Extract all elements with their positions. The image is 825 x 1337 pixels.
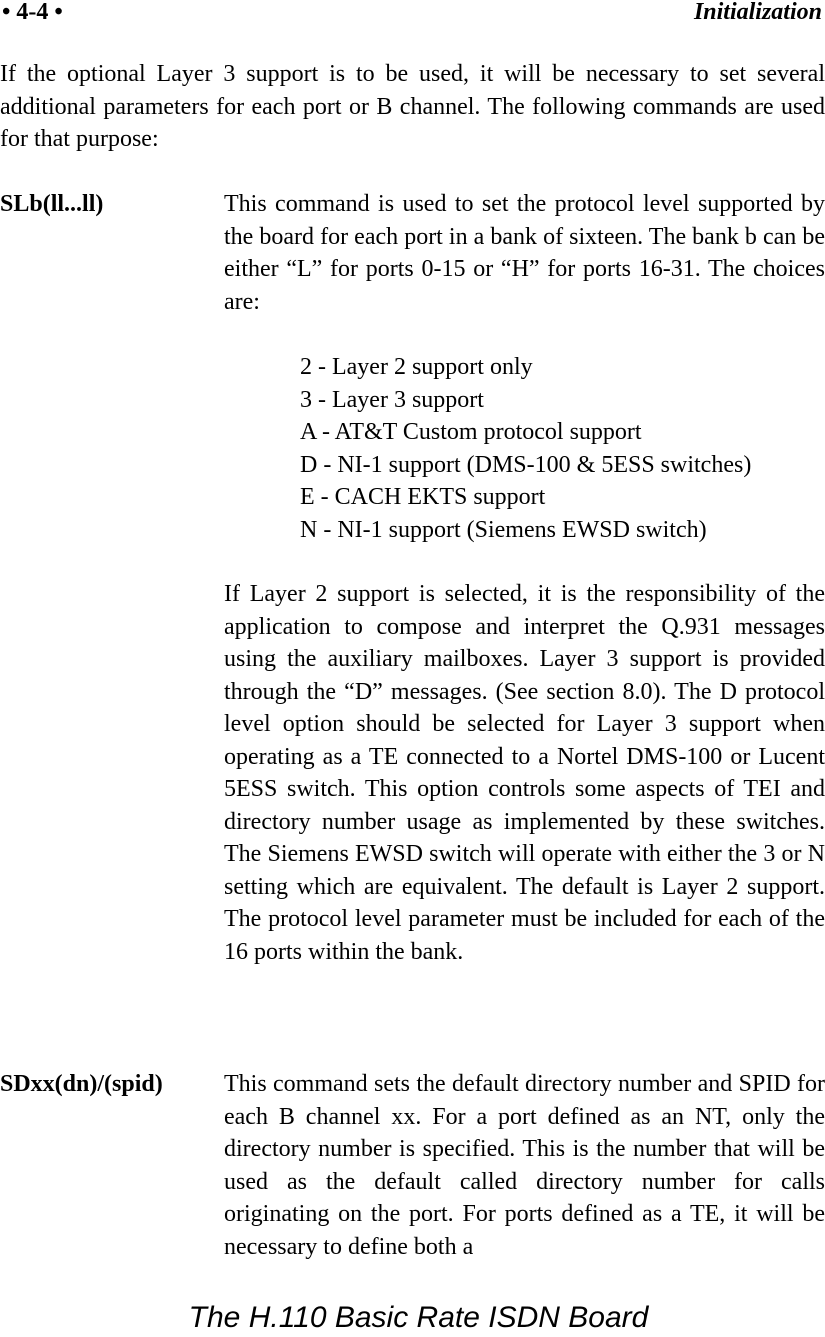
list-item: 3 - Layer 3 support — [300, 386, 484, 413]
command-term-sdxx: SDxx(dn)/(spid) — [0, 1071, 163, 1097]
page-number: • 4-4 • — [2, 0, 63, 25]
list-item: A - AT&T Custom protocol support — [300, 419, 642, 446]
protocol-choices-list — [300, 351, 751, 547]
list-item: E - CACH EKTS support — [300, 484, 546, 511]
command-description-sdxx: This command sets the default directory number and SPID for each B channel xx. For a port defined as an NT, only the directory number is specified. This is the number that will be used as the default called directory number for calls originating on the port. For ports defined as a TE, it will be necessary to define both a — [224, 1071, 825, 1260]
command-term-slb: SLb(ll...ll) — [0, 191, 104, 217]
list-item: D - NI-1 support (DMS-100 & 5ESS switches) — [300, 451, 752, 478]
intro-paragraph: If the optional Layer 3 support is to be used, it will be necessary to set several additional parameters for each port or B channel. The following commands are used for that purpose: — [0, 61, 825, 152]
list-item: 2 - Layer 2 support only — [300, 354, 533, 380]
section-title: Initialization — [693, 0, 822, 25]
page-footer: The H.110 Basic Rate ISDN Board — [188, 1301, 649, 1334]
command-description-slb: This command is used to set the protocol level supported by the board for each port in a bank of sixteen. The bank b can be either “L” for ports 0-15 or “H” for ports 16-31. The choices are: — [224, 191, 825, 315]
list-item: N - NI-1 support (Siemens EWSD switch) — [300, 516, 707, 543]
command-note-slb: If Layer 2 support is selected, it is the responsibility of the application to compose and interpret the Q.931 messages using the auxiliary mailboxes. Layer 3 support is provided through the “D” messages. (See section 8.0). The D protocol level option should be selected for Layer 3 support when operating as a TE connected to a Nortel DMS-100 or Lucent 5ESS switch. This option controls some aspects of TEI and directory number usage as implemented by these switches. The Siemens EWSD switch will operate with either the 3 or N setting which are equivalent. The default is Layer 2 support. The protocol level parameter must be included for each of the 16 ports within the bank. — [224, 581, 825, 965]
